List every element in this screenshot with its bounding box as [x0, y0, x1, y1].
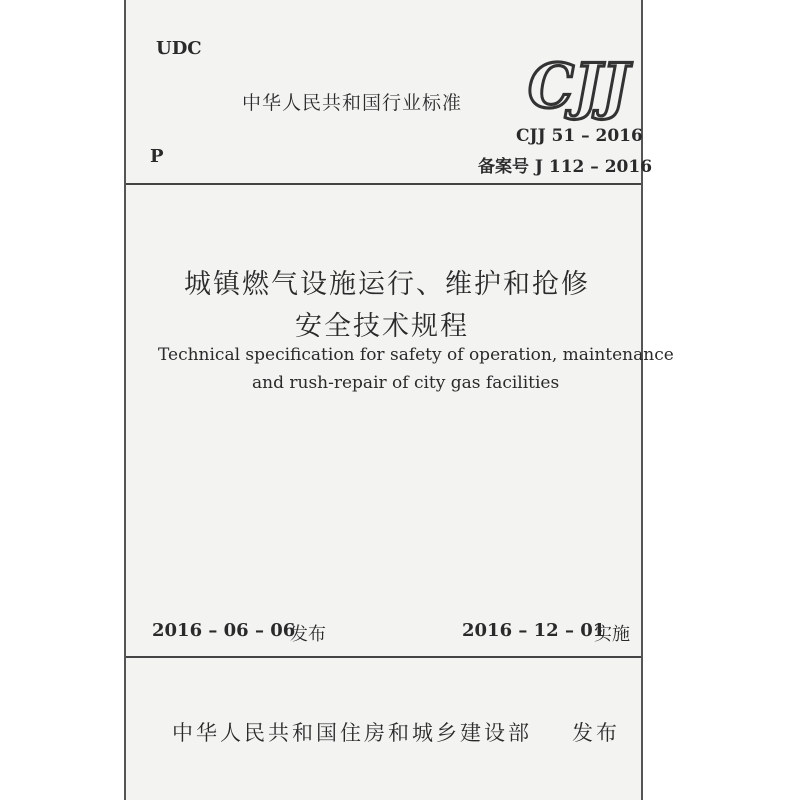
title-english-line2: and rush-repair of city gas facilities — [252, 373, 560, 393]
title-chinese-line2: 安全技术规程 — [295, 311, 469, 342]
implementation-date: 2016 – 12 – 01 — [462, 620, 606, 641]
implementation-label: 实施 — [594, 624, 630, 645]
standard-number: CJJ 51 – 2016 — [516, 126, 643, 146]
cjj-logo: CJJ — [528, 50, 630, 122]
publisher-name: 中华人民共和国住房和城乡建设部 — [172, 721, 532, 745]
issue-date: 2016 – 06 – 06 — [152, 620, 296, 641]
record-number: 备案号 J 112 – 2016 — [478, 157, 653, 177]
standard-type: 中华人民共和国行业标准 — [242, 92, 463, 114]
standard-cover — [124, 0, 674, 800]
header-divider — [126, 183, 641, 185]
title-chinese-line1: 城镇燃气设施运行、维护和抢修 — [184, 269, 590, 300]
title-english-line1: Technical specification for safety of operation, maintenance — [158, 345, 674, 365]
category-code: P — [150, 146, 164, 167]
issue-label: 发布 — [290, 624, 326, 645]
publish-label: 发布 — [572, 721, 620, 745]
footer-divider — [126, 656, 641, 658]
udc-label: UDC — [156, 38, 202, 59]
